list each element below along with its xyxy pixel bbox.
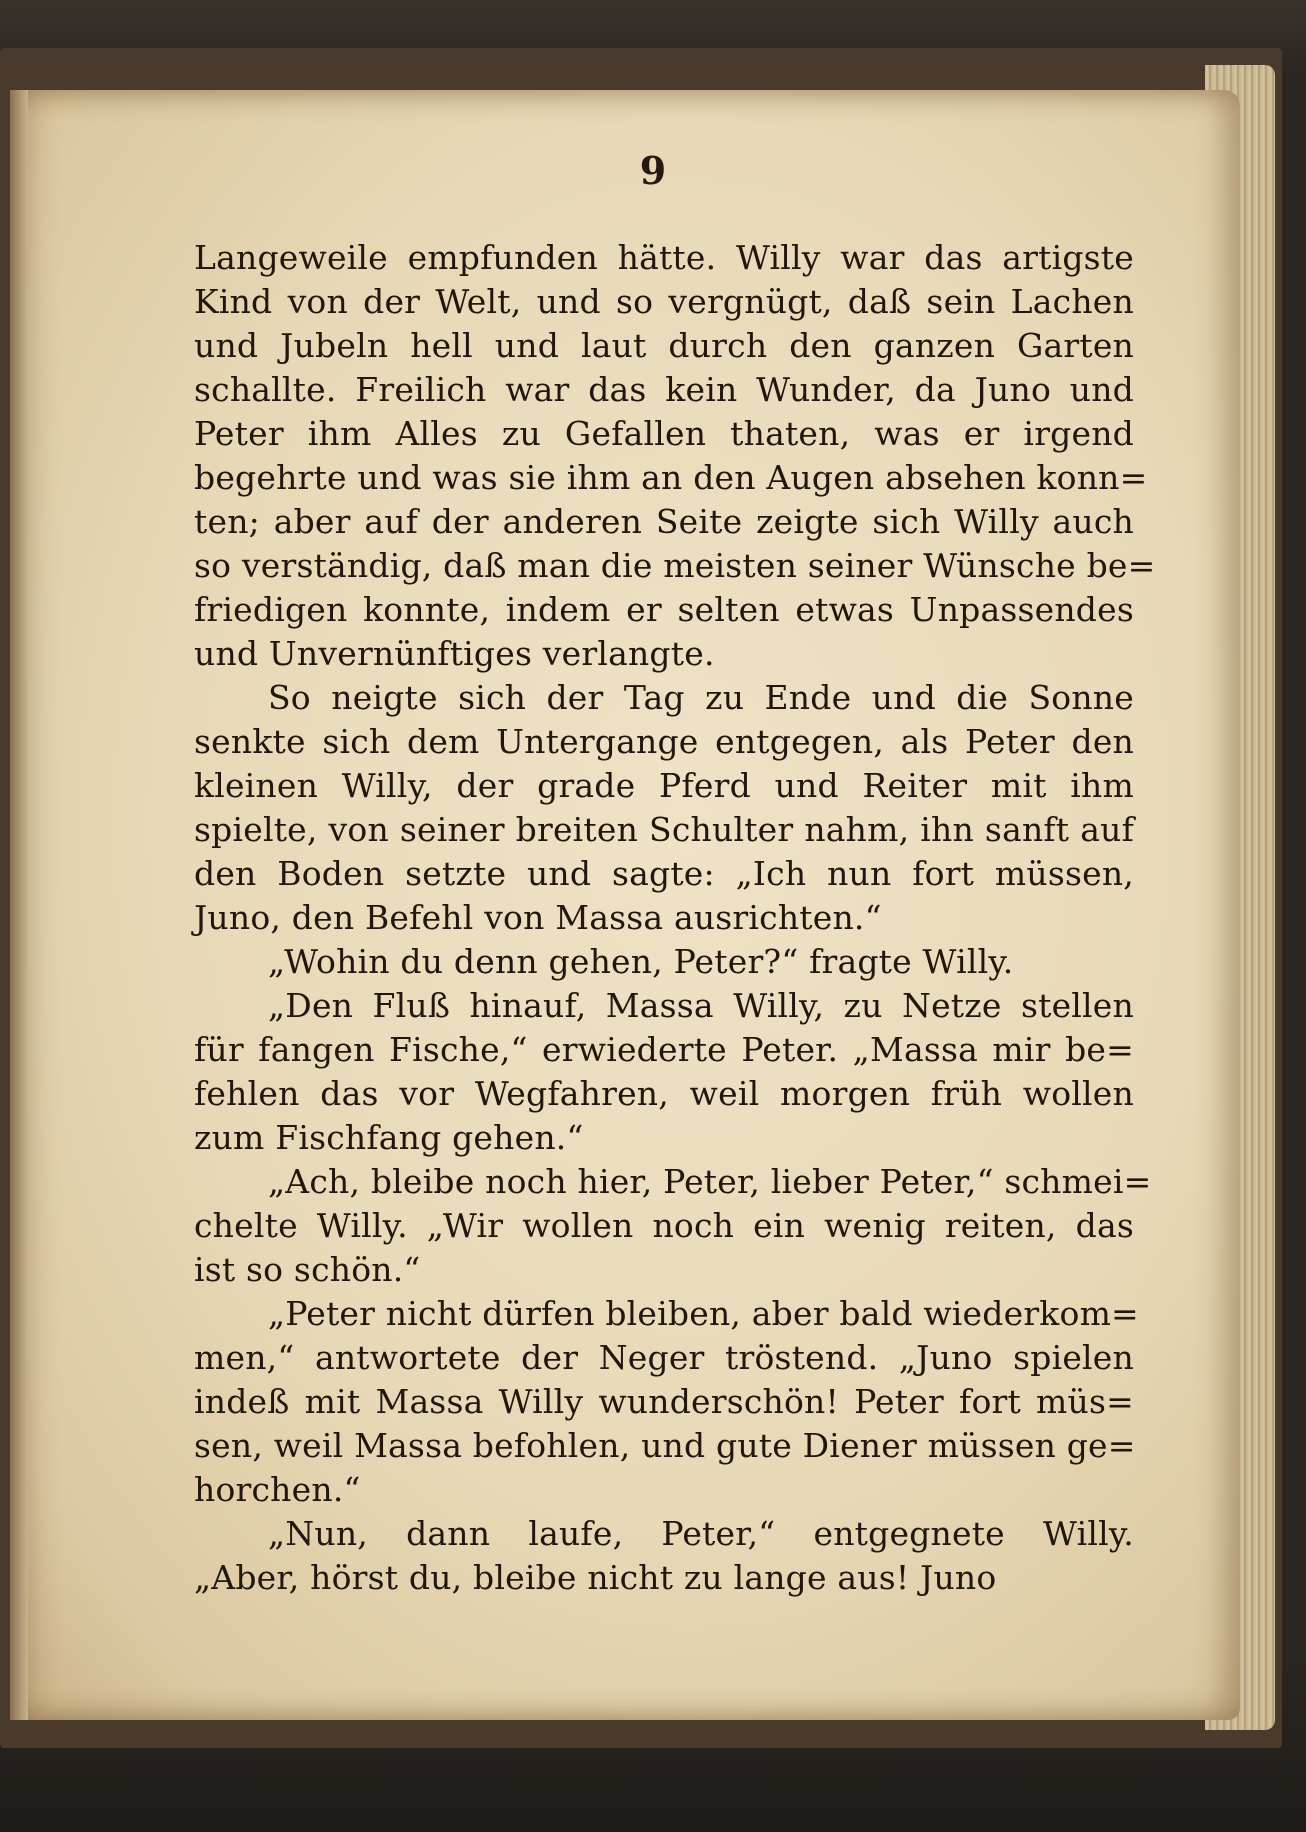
paragraph	[194, 676, 1134, 940]
paragraph	[194, 1512, 1134, 1600]
text-line: den Boden setzte und sagte: „Ich nun fort müssen,	[194, 854, 1134, 893]
text-line: „Den Fluß hinauf, Massa Willy, zu Netze stellen	[268, 986, 1134, 1025]
paragraph	[194, 236, 1156, 676]
text-line: Kind von der Welt, und so vergnügt, daß sein Lachen	[194, 282, 1134, 321]
text-line: „Aber, hörst du, bleibe nicht zu lange aus! Juno	[194, 1558, 997, 1597]
text-line: sen, weil Massa befohlen, und gute Diener müssen ge=	[194, 1426, 1136, 1465]
paragraph	[194, 1292, 1139, 1512]
text-line: men,“ antwortete der Neger tröstend. „Juno spielen	[194, 1338, 1134, 1377]
text-line: spielte, von seiner breiten Schulter nahm, ihn sanft auf	[194, 810, 1134, 849]
text-line: „Nun, dann laufe, Peter,“ entgegnete Willy.	[268, 1514, 1134, 1553]
text-line: Juno, den Befehl von Massa ausrichten.“	[194, 898, 882, 937]
text-line: kleinen Willy, der grade Pferd und Reiter mit ihm	[194, 766, 1134, 805]
text-line: horchen.“	[194, 1470, 361, 1509]
text-line: chelte Willy. „Wir wollen noch ein wenig reiten, das	[194, 1206, 1134, 1245]
text-line: indeß mit Massa Willy wunderschön! Peter fort müs=	[194, 1382, 1134, 1421]
text-line: Langeweile empfunden hätte. Willy war das artigste	[194, 238, 1134, 277]
text-line: senkte sich dem Untergange entgegen, als Peter den	[194, 722, 1134, 761]
text-line: zum Fischfang gehen.“	[194, 1118, 584, 1157]
text-line: und Jubeln hell und laut durch den ganzen Garten	[194, 326, 1134, 365]
page-number: 9	[639, 148, 667, 193]
text-line: friedigen konnte, indem er selten etwas Unpassendes	[194, 590, 1134, 629]
text-line: „Wohin du denn gehen, Peter?“ fragte Willy.	[268, 942, 1014, 981]
text-line: fehlen das vor Wegfahren, weil morgen früh wollen	[194, 1074, 1134, 1113]
text-line: So neigte sich der Tag zu Ende und die Sonne	[268, 678, 1134, 717]
text-line: begehrte und was sie ihm an den Augen absehen konn=	[194, 458, 1148, 497]
book-gutter	[10, 90, 28, 1720]
text-line: ist so schön.“	[194, 1250, 421, 1289]
paragraph	[194, 1160, 1152, 1292]
text-line: ten; aber auf der anderen Seite zeigte sich Willy auch	[194, 502, 1134, 541]
text-line: schallte. Freilich war das kein Wunder, da Juno und	[194, 370, 1134, 409]
text-line: und Unvernünftiges verlangte.	[194, 634, 715, 673]
text-line: für fangen Fische,“ erwiederte Peter. „Massa mir be=	[194, 1030, 1134, 1069]
body-text	[194, 236, 1156, 1600]
text-line: „Peter nicht dürfen bleiben, aber bald wiederkom=	[268, 1294, 1139, 1333]
text-line: Peter ihm Alles zu Gefallen thaten, was er irgend	[194, 414, 1134, 453]
text-line: „Ach, bleibe noch hier, Peter, lieber Peter,“ schmei=	[268, 1162, 1152, 1201]
text-line: so verständig, daß man die meisten seiner Wünsche be=	[194, 546, 1156, 585]
paragraph	[194, 984, 1134, 1160]
paragraph	[194, 940, 1134, 984]
